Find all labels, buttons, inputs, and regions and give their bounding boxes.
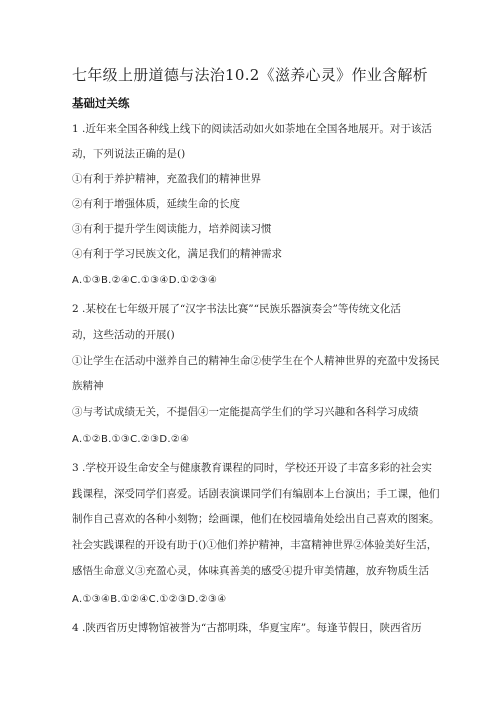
- question-3-stem-line-3: 制作自己喜欢的各种小刻物；绘画课，他们在校园墙角处绘出自己喜欢的图案。: [72, 513, 440, 525]
- question-2-item-3: ③与考试成绩无关，不提倡④一定能提高学生们的学习兴趣和各科学习成绩: [72, 406, 419, 418]
- question-3-stem-line-1: 3 .学校开设生命安全与健康教育课程的同时，学校还开设了丰富多彩的社会实: [72, 462, 432, 474]
- document-title: 七年级上册道德与法治10.2《滋养心灵》作业含解析: [72, 66, 428, 84]
- question-2-options: A.①②B.①③C.②③D.②④: [72, 434, 190, 445]
- question-2-item-2: 族精神: [72, 380, 104, 392]
- question-3-options: A.①③④B.①②④C.①②③D.②③④: [72, 594, 227, 605]
- question-1-item-4: ④有利于学习民族文化，满足我们的精神需求: [72, 248, 282, 260]
- question-3-stem-line-5: 感悟生命意义③充盈心灵，体味真善美的感受④提升审美情趣，放弃物质生活: [72, 565, 429, 577]
- question-3-stem-line-2: 践课程，深受同学们喜爱。话剧表演课同学们有编剧本上台演出；手工课，他们: [72, 488, 440, 500]
- question-2-stem-line-1: 2 .某校在七年级开展了“汉字书法比赛”“民族乐器演奏会”等传统文化活: [72, 303, 401, 315]
- question-2-stem-line-2: 动，这些活动的开展(): [72, 329, 175, 341]
- question-1-options: A.①③B.②④C.①③④D.①②③④: [72, 275, 218, 286]
- question-1-stem-line-2: 动，下列说法正确的是(): [72, 148, 186, 160]
- question-1-stem-line-1: 1 .近年来全国各种线上线下的阅读活动如火如荼地在全国各地展开。对于该活: [72, 123, 432, 135]
- question-1-item-2: ②有利于增强体质，延续生命的长度: [72, 198, 240, 210]
- question-2-item-1: ①让学生在活动中滋养自己的精神生命②使学生在个人精神世界的充盈中发扬民: [72, 355, 440, 367]
- question-1-item-1: ①有利于养护精神，充盈我们的精神世界: [72, 173, 261, 185]
- question-1-item-3: ③有利于提升学生阅读能力，培养阅读习惯: [72, 223, 272, 235]
- question-4-stem-line-1: 4 .陕西省历史博物馆被誉为“古都明珠，华夏宝库”。每逢节假日，陕西省历: [72, 622, 422, 634]
- question-3-stem-line-4: 社会实践课程的开设有助于()①他们养护精神，丰富精神世界②体验美好生活，: [72, 539, 438, 551]
- section-heading: 基础过关练: [72, 96, 130, 110]
